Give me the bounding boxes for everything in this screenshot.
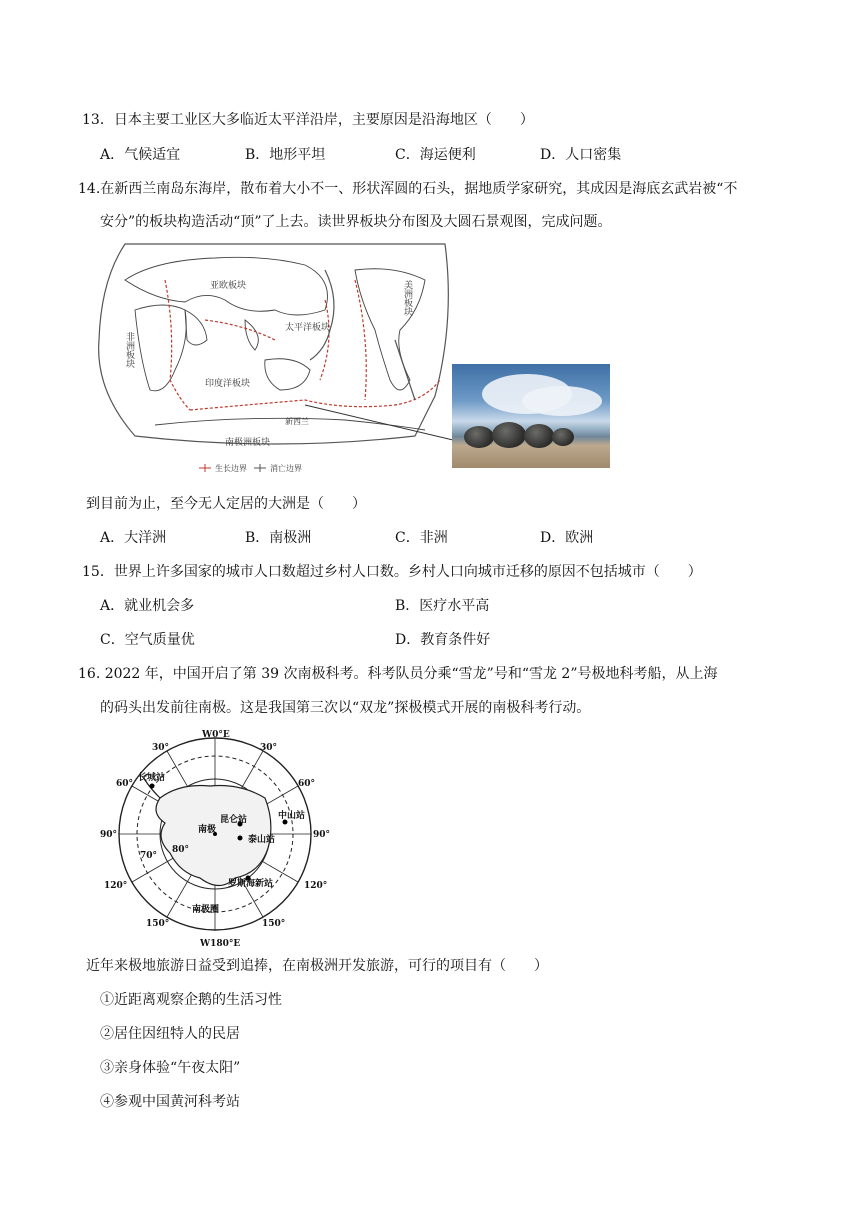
- label-right-150: 150°: [262, 919, 286, 929]
- q14-option-b: B．南极洲: [245, 530, 312, 546]
- label-south-pole: 南极: [198, 825, 217, 835]
- label-left-60: 60°: [116, 779, 134, 789]
- q14-option-a: A．大洋洲: [100, 530, 167, 546]
- label-indo-australian-plate: 印度洋板块: [205, 379, 251, 389]
- q15-option-b: B．医疗水平高: [395, 598, 490, 614]
- label-ross-sea-station: 罗斯海新站: [228, 879, 274, 889]
- label-left-150: 150°: [146, 919, 170, 929]
- label-antarctic-plate: 南极洲板块: [225, 438, 271, 448]
- q13-option-d: D．人口密集: [540, 147, 622, 163]
- label-left-30: 30°: [152, 743, 170, 753]
- q14-stem-line1: 14.在新西兰南岛东海岸，散布着大小不一、形状浑圆的石头，据地质学家研究，其成因是海底玄武岩被“不: [78, 181, 738, 197]
- label-right-60: 60°: [298, 779, 316, 789]
- q16-question: 近年来极地旅游日益受到追捧，在南极洲开发旅游，可行的项目有（ ）: [86, 958, 548, 974]
- label-right-90: 90°: [313, 830, 330, 840]
- label-zhongshan-station: 中山站: [278, 811, 306, 821]
- label-left-120: 120°: [104, 881, 128, 891]
- label-w0e: W0°E: [202, 730, 230, 740]
- label-eurasian-plate: 亚欧板块: [210, 281, 247, 291]
- q13-stem: 13．日本主要工业区大多临近太平洋沿岸，主要原因是沿海地区（ ）: [82, 112, 534, 128]
- q14-question: 到目前为止，至今无人定居的大洲是（ ）: [86, 496, 366, 512]
- legend-subducting-boundary: 消亡边界: [270, 464, 302, 473]
- label-w180e: W180°E: [200, 939, 241, 948]
- q16-item-3: ③亲身体验“午夜太阳”: [100, 1060, 241, 1076]
- map-legend: [199, 463, 302, 473]
- q16-item-4: ④参观中国黄河科考站: [100, 1094, 240, 1110]
- antarctica-map: [100, 728, 330, 948]
- label-right-30: 30°: [260, 743, 278, 753]
- label-kunlun-station: 昆仑站: [220, 815, 248, 825]
- q14-stem-line2: 安分”的板块构造活动“顶”了上去。读世界板块分布图及大圆石景观图，完成问题。: [100, 214, 612, 230]
- label-right-120: 120°: [304, 881, 328, 891]
- label-taishan-station: 泰山站: [248, 835, 276, 845]
- q16-item-2: ②居住因纽特人的民居: [100, 1026, 240, 1042]
- label-changcheng-station: 长城站: [138, 773, 166, 783]
- q15-option-a: A．就业机会多: [100, 598, 195, 614]
- q14-option-c: C．非洲: [395, 530, 448, 546]
- label-left-90: 90°: [100, 830, 118, 840]
- legend-growing-boundary: 生长边界: [215, 464, 247, 473]
- boulders-photo: [452, 364, 610, 468]
- q16-stem-line1: 16. 2022 年，中国开启了第 39 次南极科考。科考队员分乘“雪龙”号和“雪龙 2”号极地科考船，从上海: [78, 666, 718, 682]
- label-american-plate: 美洲板块: [402, 280, 412, 316]
- q16-stem-line2: 的码头出发前往南极。这是我国第三次以“双龙”探极模式开展的南极科考行动。: [100, 700, 591, 716]
- q15-option-c: C．空气质量优: [100, 632, 195, 648]
- q13-option-c: C．海运便利: [395, 147, 476, 163]
- label-lat-80: 80°: [172, 845, 190, 855]
- label-antarctic-circle: 南极圈: [192, 905, 220, 915]
- label-african-plate: 非洲板块: [124, 332, 134, 368]
- q16-item-1: ①近距离观察企鹅的生活习性: [100, 992, 282, 1008]
- q13-option-b: B．地形平坦: [245, 147, 326, 163]
- label-pacific-plate: 太平洋板块: [285, 323, 331, 333]
- q15-stem: 15．世界上许多国家的城市人口数超过乡村人口数。乡村人口向城市迁移的原因不包括城市（ ）: [82, 564, 702, 580]
- q15-option-d: D．教育条件好: [395, 632, 491, 648]
- q14-option-d: D．欧洲: [540, 530, 594, 546]
- label-new-zealand: 新西兰: [285, 417, 309, 426]
- q13-option-a: A．气候适宜: [100, 147, 181, 163]
- label-lat-70: 70°: [140, 851, 158, 861]
